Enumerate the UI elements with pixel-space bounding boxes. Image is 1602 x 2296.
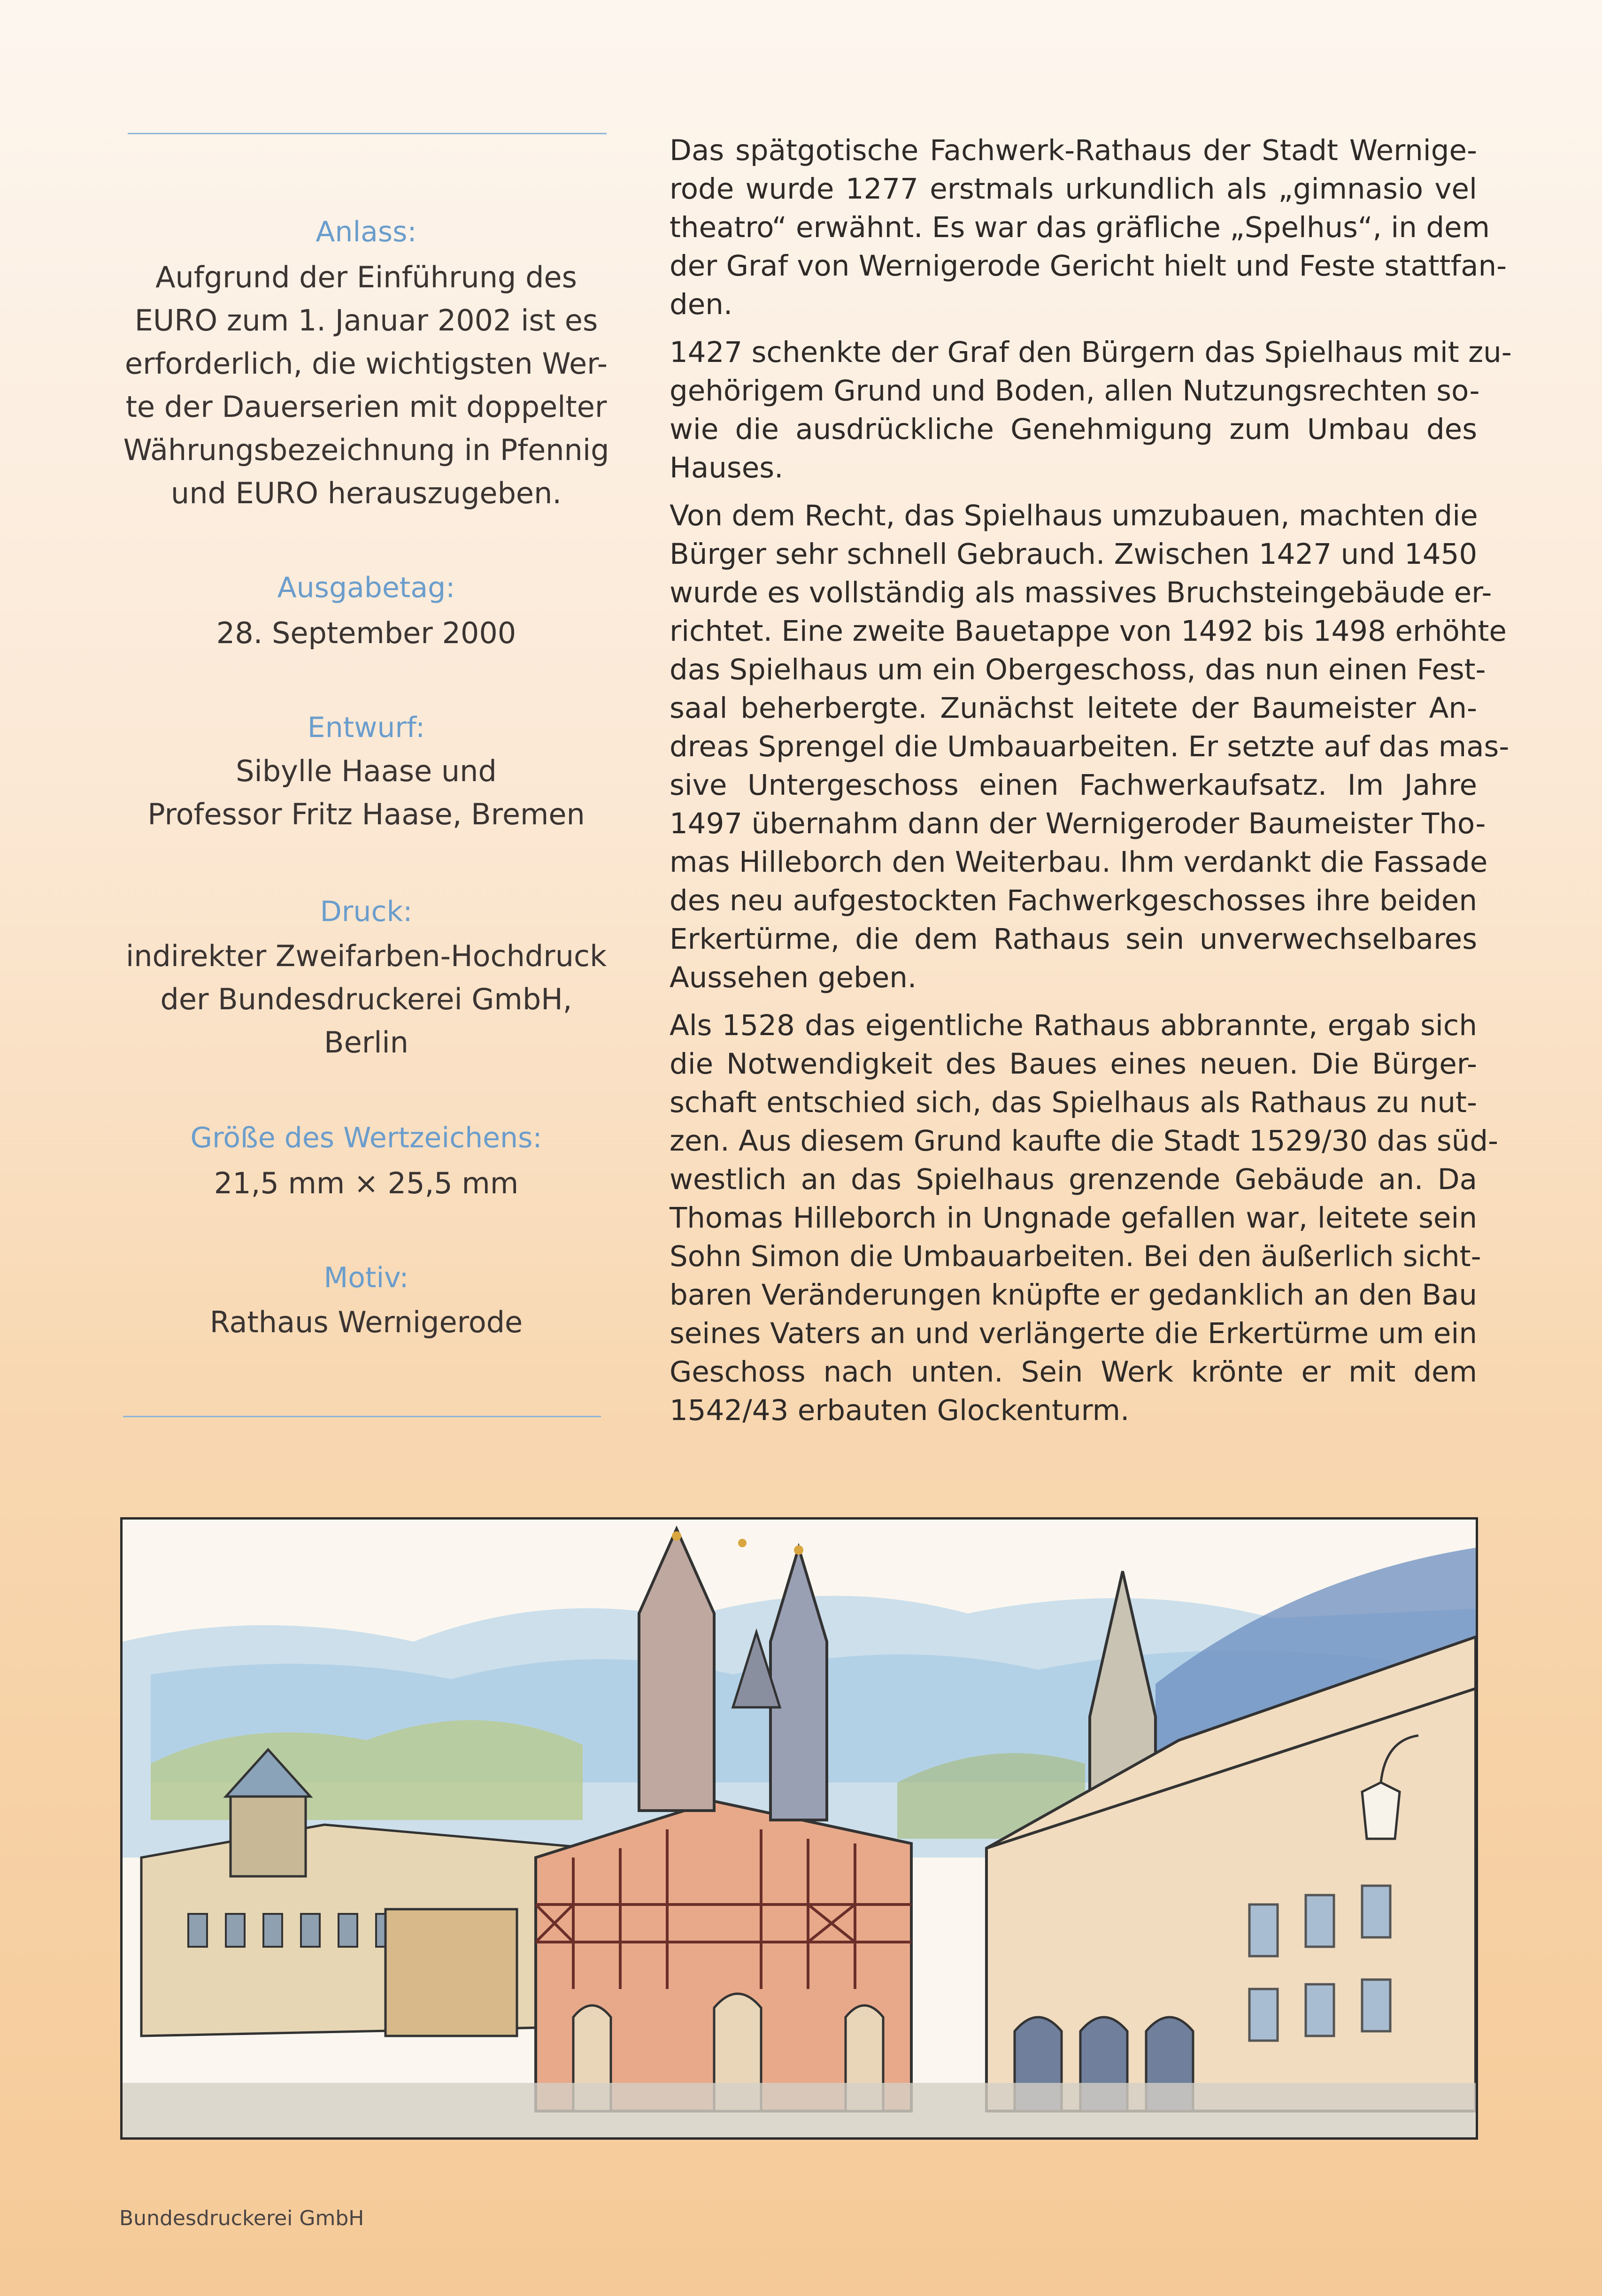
body-line: Das spätgotische Fachwerk-Rathaus der Stadt Wernige- — [670, 134, 1477, 167]
anlass-line: te der Dauerserien mit doppelter — [125, 390, 607, 424]
body-line: theatro“ erwähnt. Es war das gräfliche „Spelhus“, in dem — [670, 211, 1490, 244]
body-line: seines Vaters an und verlängerte die Erkertürme um ein — [670, 1317, 1477, 1350]
motiv-value: Rathaus Wernigerode — [209, 1305, 523, 1339]
entwurf-line: Sibylle Haase und — [236, 754, 497, 788]
body-line: des neu aufgestockten Fachwerkgeschosses ihre beiden — [670, 884, 1477, 917]
body-line: mas Hilleborch den Weiterbau. Ihm verdankt die Fassade — [670, 845, 1488, 879]
body-line: westlich an das Spielhaus grenzende Gebäude an. Da — [670, 1163, 1477, 1196]
body-line: 1497 übernahm dann der Wernigeroder Baumeister Tho- — [670, 807, 1486, 840]
body-line: Hauses. — [670, 451, 784, 484]
anlass-line: Aufgrund der Einführung des — [155, 260, 577, 294]
entwurf-line: Professor Fritz Haase, Bremen — [147, 797, 585, 831]
body-line: sive Untergeschoss einen Fachwerkaufsatz. Im Jahre — [670, 768, 1477, 802]
motiv-heading: Motiv: — [323, 1261, 409, 1294]
body-line: den. — [670, 288, 733, 321]
groesse-heading: Größe des Wertzeichens: — [190, 1121, 542, 1154]
ausgabetag-heading: Ausgabetag: — [277, 571, 455, 604]
body-line: zen. Aus diesem Grund kaufte die Stadt 1529/30 das süd- — [670, 1124, 1499, 1158]
druck-line: der Bundesdruckerei GmbH, — [160, 982, 572, 1016]
anlass-heading: Anlass: — [316, 215, 417, 248]
body-line: 1427 schenkte der Graf den Bürgern das Spielhaus mit zu- — [670, 336, 1512, 369]
body-line: Bürger sehr schnell Gebrauch. Zwischen 1427 und 1450 — [670, 538, 1478, 571]
footer-publisher: Bundesdruckerei GmbH — [119, 2206, 364, 2230]
body-line: wie die ausdrückliche Genehmigung zum Umbau des — [670, 413, 1477, 446]
body-line: dreas Sprengel die Umbauarbeiten. Er setzte auf das mas- — [670, 730, 1510, 763]
druck-line: Berlin — [324, 1025, 408, 1060]
body-line: wurde es vollständig als massives Bruchsteingebäude er- — [670, 576, 1492, 609]
body-line: baren Veränderungen knüpfte er gedanklich an den Bau — [670, 1278, 1477, 1312]
anlass-line: EURO zum 1. Januar 2002 ist es — [134, 303, 598, 338]
body-line: Sohn Simon die Umbauarbeiten. Bei den äußerlich sicht- — [670, 1240, 1481, 1273]
entwurf-heading: Entwurf: — [307, 711, 425, 744]
rathaus-drawing — [123, 1520, 1476, 2137]
body-line: Erkertürme, die dem Rathaus sein unverwechselbares — [670, 922, 1477, 956]
anlass-line: erforderlich, die wichtigsten Wer- — [124, 346, 608, 381]
druck-heading: Druck: — [320, 895, 413, 928]
rathaus-illustration — [120, 1517, 1478, 2140]
body-line: Thomas Hilleborch in Ungnade gefallen war, leitete sein — [670, 1201, 1477, 1235]
anlass-line: Währungsbezeichnung in Pfennig — [123, 433, 609, 467]
body-line: rode wurde 1277 erstmals urkundlich als „gimnasio vel — [670, 172, 1477, 206]
body-line: Geschoss nach unten. Sein Werk krönte er mit dem — [670, 1355, 1477, 1389]
druck-line: indirekter Zweifarben-Hochdruck — [125, 939, 607, 973]
body-line: gehörigem Grund und Boden, allen Nutzungsrechten so- — [670, 374, 1480, 407]
body-line: richtet. Eine zweite Bauetappe von 1492 bis 1498 erhöhte — [670, 614, 1507, 648]
ausgabetag-value: 28. September 2000 — [216, 616, 516, 650]
anlass-line: und EURO herauszugeben. — [170, 476, 562, 510]
body-line: Aussehen geben. — [670, 961, 917, 994]
body-line: der Graf von Wernigerode Gericht hielt und Feste stattfan- — [670, 249, 1507, 283]
body-line: saal beherbergte. Zunächst leitete der Baumeister An- — [670, 691, 1477, 725]
body-line: Von dem Recht, das Spielhaus umzubauen, machten die — [670, 499, 1478, 532]
groesse-value: 21,5 mm × 25,5 mm — [214, 1166, 519, 1200]
body-line: schaft entschied sich, das Spielhaus als Rathaus zu nut- — [670, 1086, 1477, 1119]
body-line: das Spielhaus um ein Obergeschoss, das nun einen Fest- — [670, 653, 1486, 686]
body-line: 1542/43 erbauten Glockenturm. — [670, 1394, 1130, 1427]
body-line: die Notwendigkeit des Baues eines neuen. Die Bürger- — [670, 1047, 1477, 1081]
main-text — [670, 0, 1512, 1436]
body-line: Als 1528 das eigentliche Rathaus abbrannte, ergab sich — [670, 1009, 1477, 1042]
sidebar — [103, 0, 629, 1418]
